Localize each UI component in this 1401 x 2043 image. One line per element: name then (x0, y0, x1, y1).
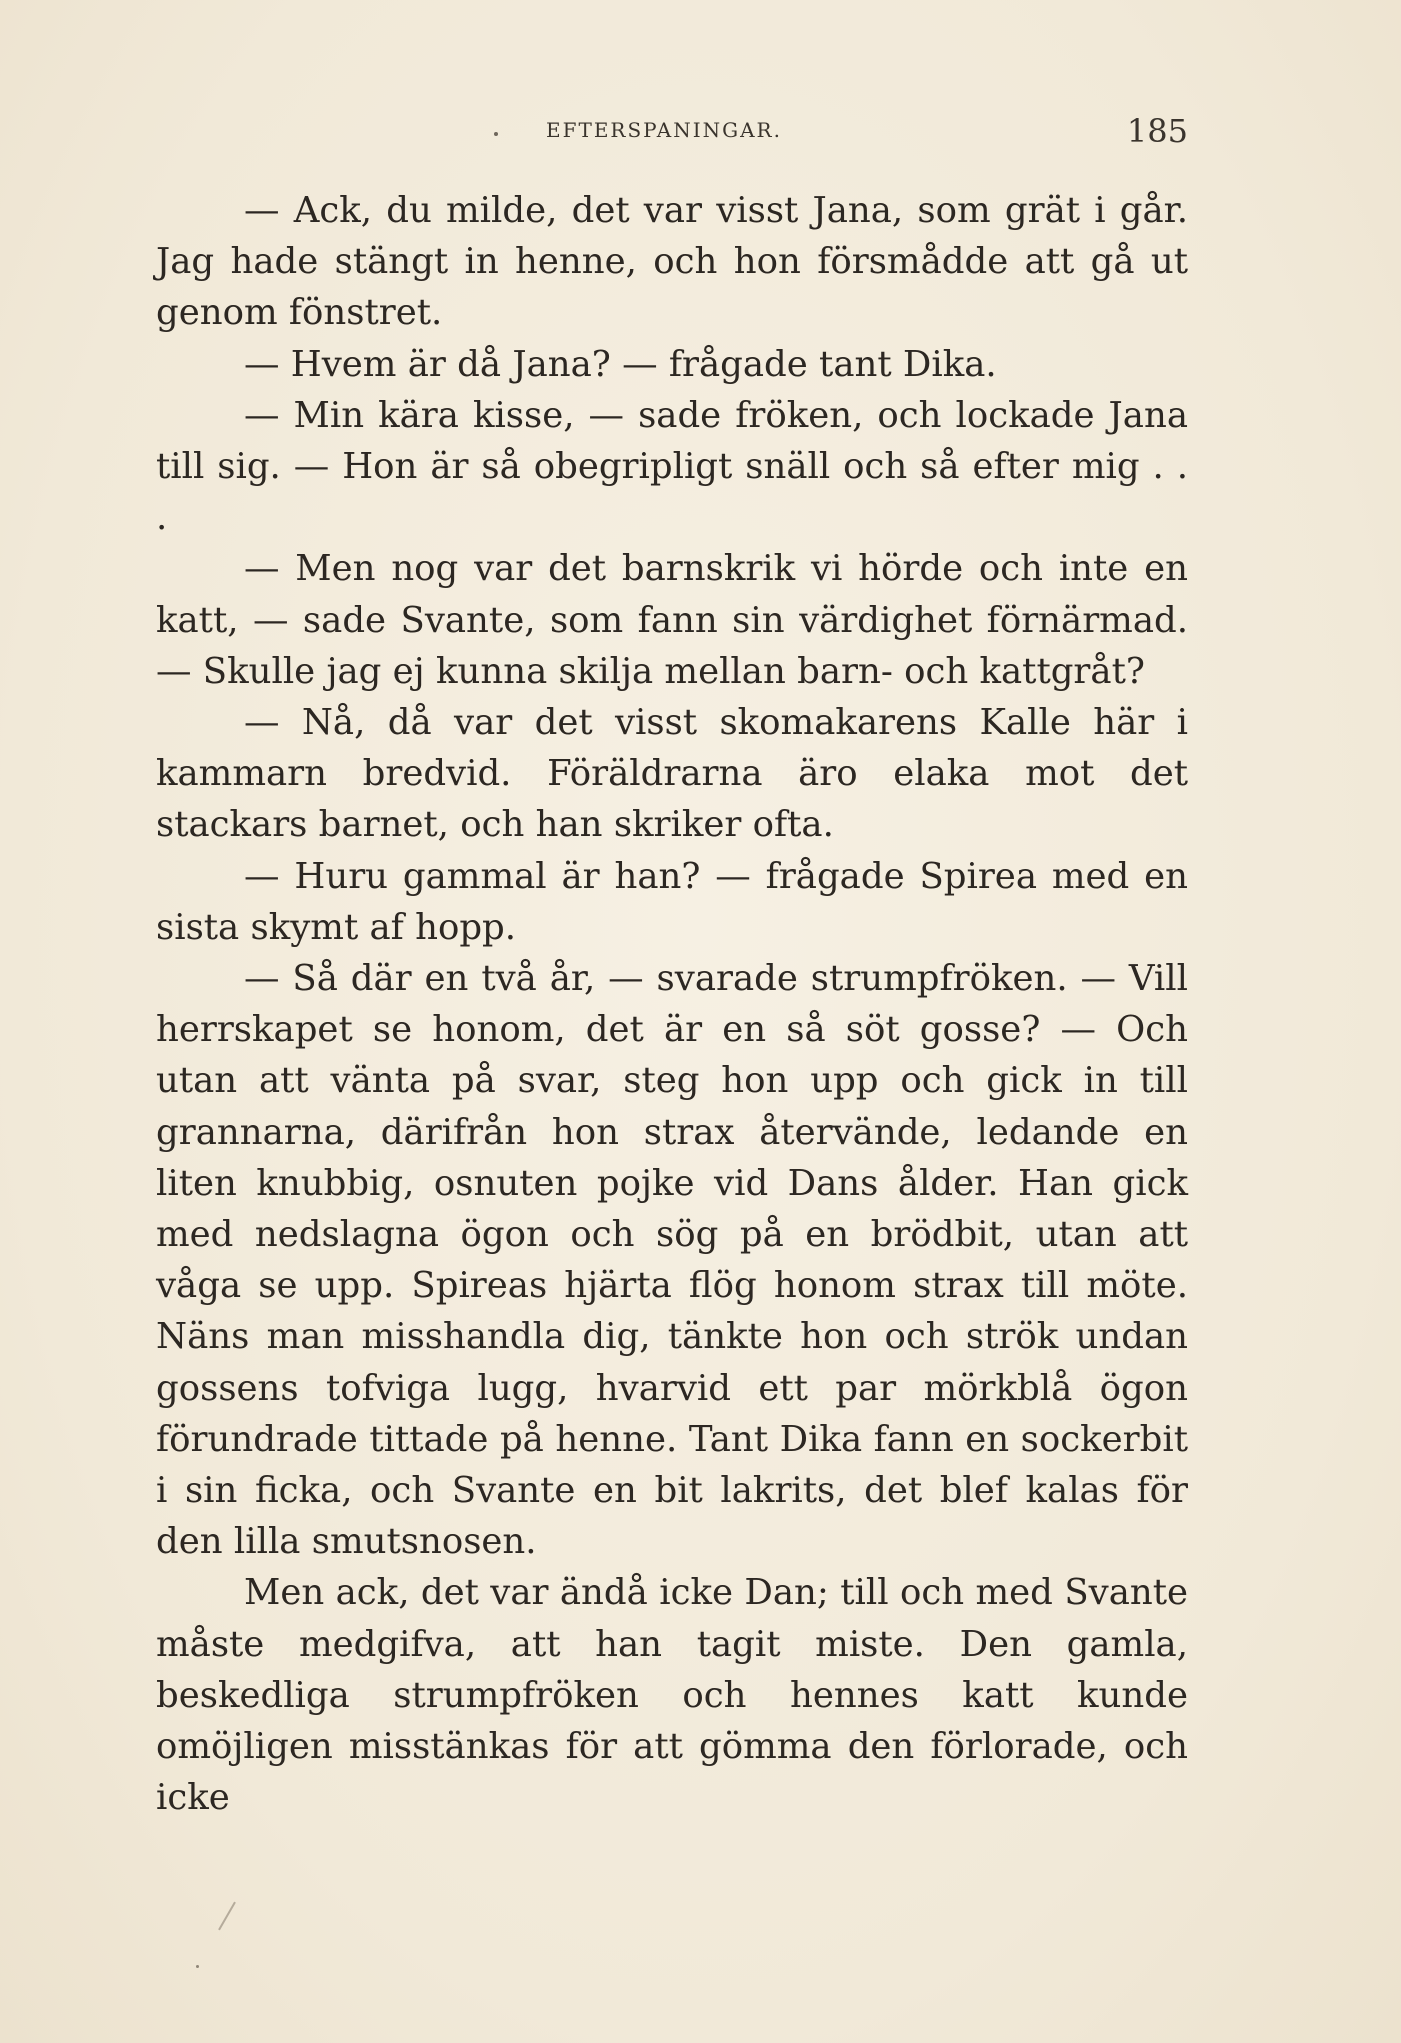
paragraph: — Men nog var det barnskrik vi hörde och inte en katt, — sade Svante, som fann sin värdighet förnärmad. — Skulle jag ej kunna skilja mellan barn- och kattgråt? (156, 548, 1188, 692)
paragraph: — Ack, du milde, det var visst Jana, som grät i går. Jag hade stängt in henne, och hon försmådde att gå ut genom fönstret. (156, 190, 1188, 334)
paragraph: Men ack, det var ändå icke Dan; till och med Svante måste medgifva, att han tagit miste. Den gamla, beskedliga strumpfröken och hennes katt kunde omöjligen misstänkas för att gömma den förlorade, och icke (156, 1572, 1188, 1819)
paragraph: — Min kära kisse, — sade fröken, och lockade Jana till sig. — Hon är så obegripligt snäll och så efter mig . . . (156, 394, 1188, 539)
page-number: 185 (1126, 112, 1188, 150)
margin-speck (196, 1965, 199, 1968)
header-ornament-dot (494, 132, 498, 136)
pencil-mark (218, 1902, 236, 1931)
running-head: EFTERSPANINGAR. (546, 118, 782, 142)
paragraph: — Hvem är då Jana? — frågade tant Dika. (244, 343, 997, 385)
body-text (156, 185, 1188, 1824)
paragraph: — Nå, då var det visst skomakarens Kalle här i kammarn bredvid. Föräldrarna äro elaka mot det stackars barnet, och han skriker ofta. (156, 702, 1188, 846)
paragraph: — Huru gammal är han? — frågade Spirea med en sista skymt af hopp. (156, 855, 1188, 948)
paragraph: — Så där en två år, — svarade strumpfröken. — Vill herrskapet se honom, det är en så söt gosse? — Och utan att vänta på svar, steg hon upp och gick in till grannarna, därifrån hon strax återvände, ledande en liten knubbig, osnuten pojke vid Dans ålder. Han gick med nedslagna ögon och sög på en brödbit, utan att våga se upp. Spireas hjärta flög honom strax till möte. Näns man misshandla dig, tänkte hon och strök undan gossens tofviga lugg, hvarvid ett par mörkblå ögon förundrade tittade på henne. Tant Dika fann en sockerbit i sin ficka, och Svante en bit lakrits, det blef kalas för den lilla smutsnosen. (156, 958, 1188, 1563)
page-header (156, 112, 1188, 156)
